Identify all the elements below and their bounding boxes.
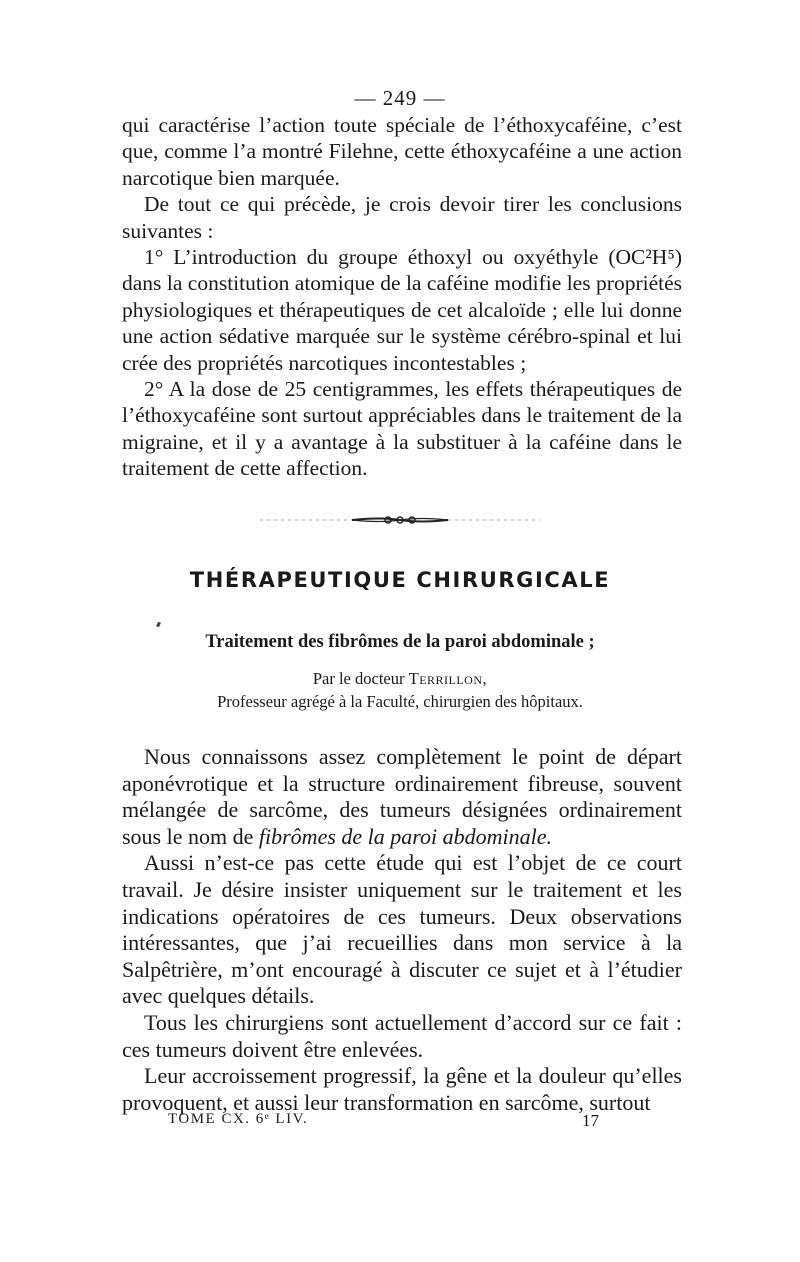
paragraph: Aussi n’est-ce pas cette étude qui est l’objet de ce court travail. Je désire insister uniquement sur le traitement et les indications opératoires de ces tumeurs. Deux observations intéressantes, que j’ai recueillies dans mon service à la Salpêtrière, m’ont encouragé à discuter ce sujet et à l’étudier avec quelques détails. [122,850,682,1009]
byline-prefix: Par le docteur [312,669,409,688]
page-number: — 249 — [354,86,446,110]
ink-mark [156,622,161,628]
author-name: Terrillon, [408,669,488,688]
ornament-divider [260,514,540,526]
article-title: Traitement des fibrômes de la paroi abdominale ; [205,632,595,652]
paragraph: Tous les chirurgiens sont actuellement d’accord sur ce fait : ces tumeurs doivent être enlevées. [122,1009,682,1062]
italic-term: fibrômes de la paroi abdominale. [258,823,553,849]
bottom-text-block [122,744,682,1116]
paragraph: De tout ce qui précède, je crois devoir tirer les conclusions suivantes : [122,192,682,243]
paragraph: Leur accroissement progressif, la gêne et la douleur qu’elles provoquent, et aussi leur transformation en sarcôme, surtout [122,1063,682,1115]
paragraph: 1° L’introduction du groupe éthoxyl ou oxyéthyle (OC²H⁵) dans la constitution atomique de la caféine modifie les propriétés physiologiques et thérapeutiques de cet alcaloïde ; elle lui donne une action sédative marquée sur le système cérébro-spinal et lui crée des propriétés narcotiques incontestables ; [122,245,682,375]
footer-volume: TOME CX. 6ᵉ LIV. [168,1111,309,1127]
section-title: THÉRAPEUTIQUE CHIRURGICALE [189,568,611,592]
paragraph: qui caractérise l’action toute spéciale de l’éthoxycaféine, c’est que, comme l’a montré Filehne, cette éthoxycaféine a une action narcotique bien marquée. [122,113,682,190]
byline-author [0,669,800,689]
top-text-block [122,112,682,482]
byline-affiliation: Professeur agrégé à la Faculté, chirurgien des hôpitaux. [217,692,583,711]
paragraph-intro [122,744,682,850]
intro-text: Nous connaissons assez complètement le point de départ aponévrotique et la structure ordinairement fibreuse, souvent mélangée de sarcôme, des tumeurs désignées ordinairement sous le nom de [122,744,682,849]
footer-signature: 17 [582,1111,599,1130]
paragraph: 2° A la dose de 25 centigrammes, les effets thérapeutiques de l’éthoxycaféine sont surtout appréciables dans le traitement de la migraine, et il y a avantage à la substituer à la caféine dans le traitement de cette affection. [122,377,682,481]
